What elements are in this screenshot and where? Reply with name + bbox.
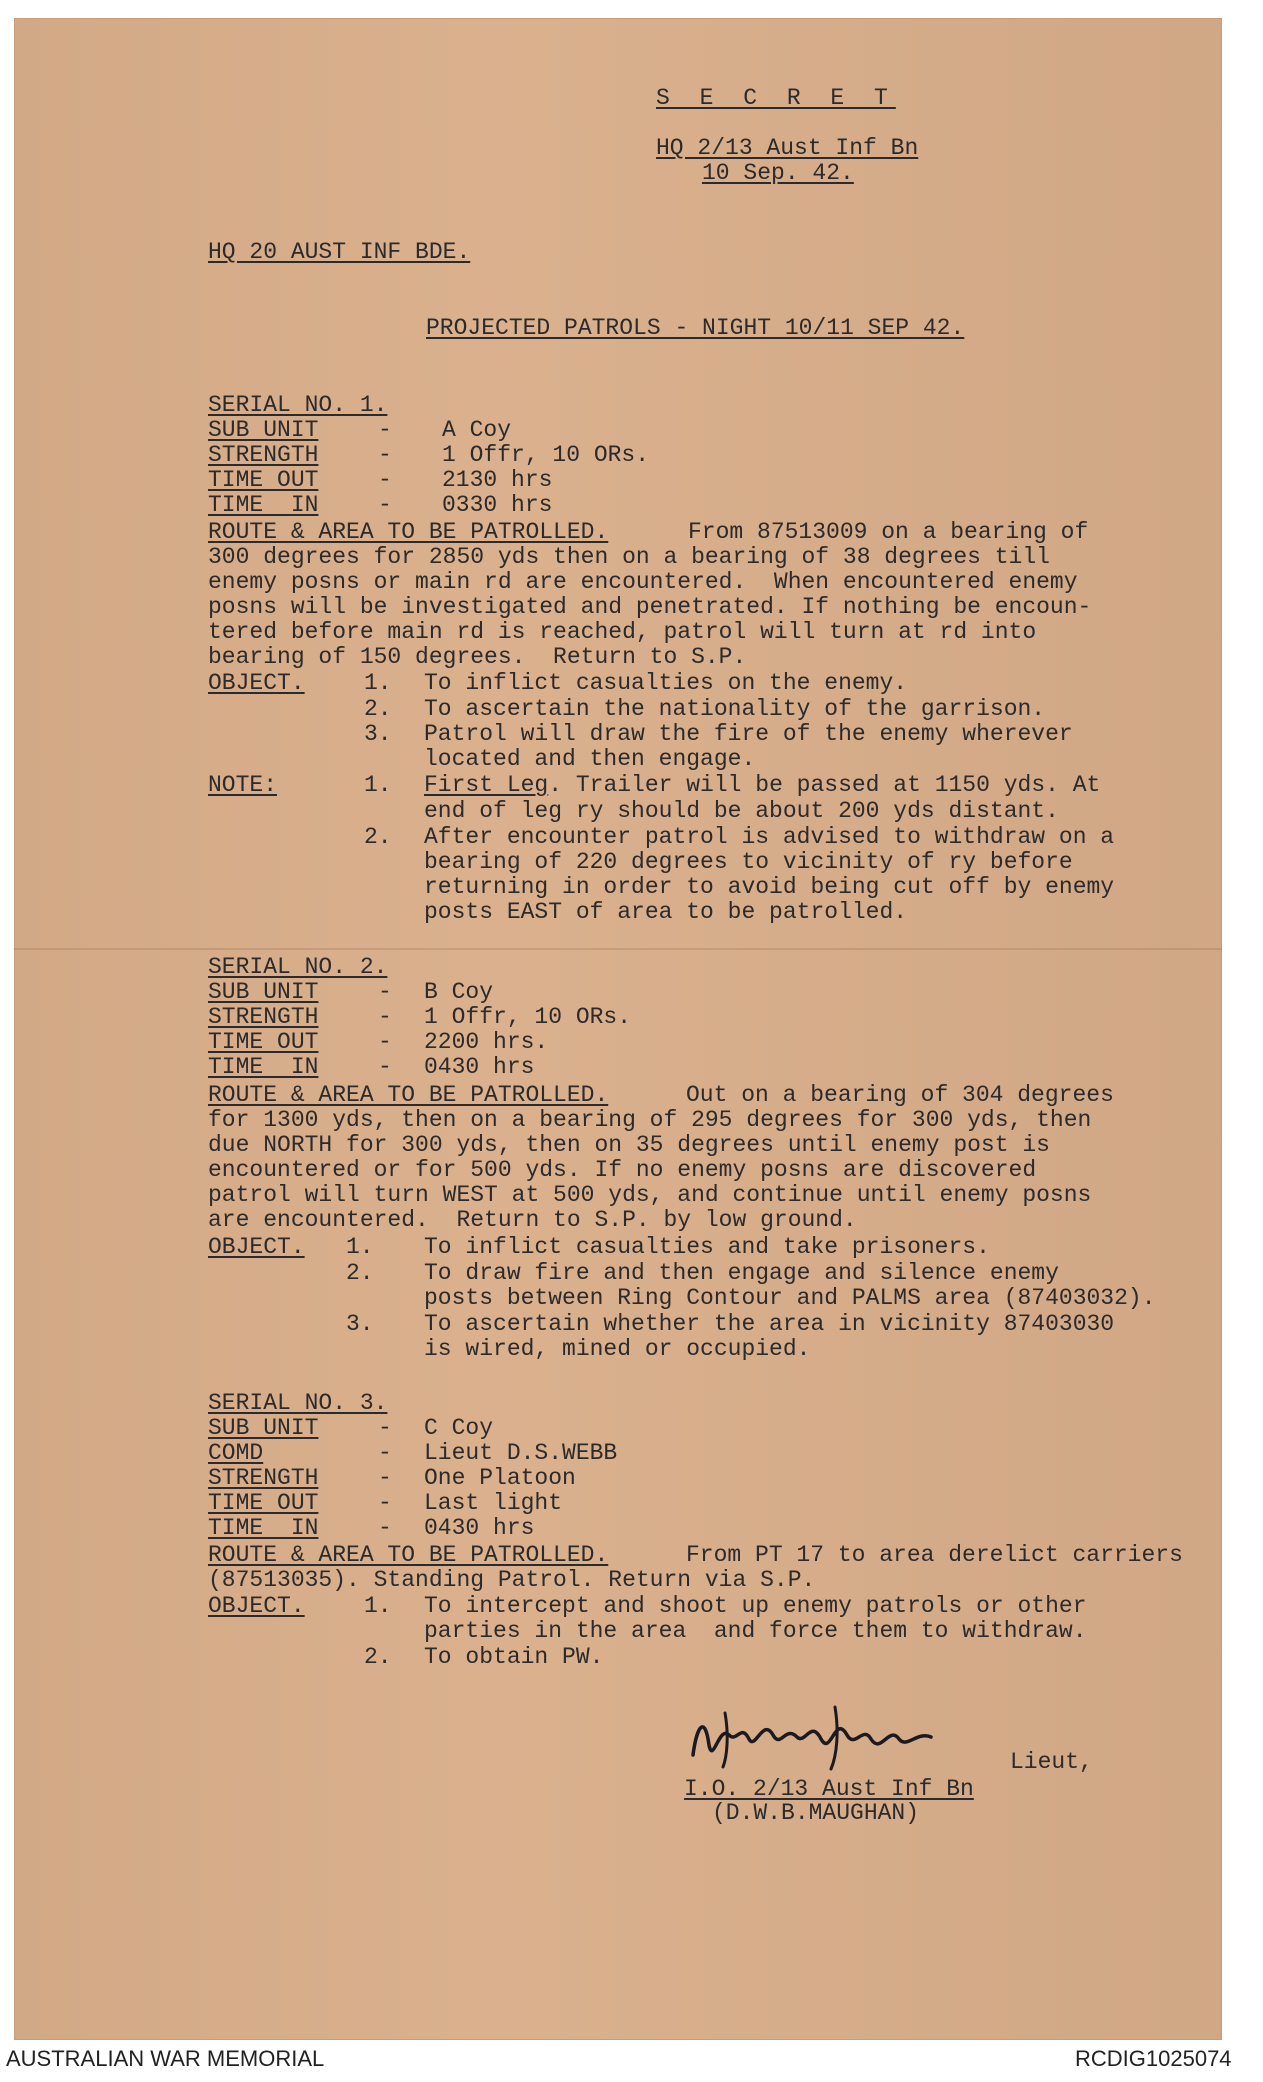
field-dash: - [378,979,392,1005]
field-dash: - [378,1004,392,1030]
fold-line [14,948,1222,950]
note-label: NOTE: [208,772,278,798]
signatory-appointment: I.O. 2/13 Aust Inf Bn [684,1776,974,1802]
archive-reference: RCDIG1025074 [1075,2046,1232,2071]
note-text: returning in order to avoid being cut off by enemy [424,874,1115,900]
route-text: From 87513009 on a bearing of [688,519,1089,545]
route-label: ROUTE & AREA TO BE PATROLLED. [208,519,609,545]
object-text: To intercept and shoot up enemy patrols or other [424,1593,1087,1619]
object-number: 3. [364,721,392,747]
field-value: One Platoon [424,1465,576,1491]
route-text: encountered or for 500 yds. If no enemy posns are discovered [208,1157,1037,1183]
classification-marking: S E C R E T [656,85,896,111]
note-text: posts EAST of area to be patrolled. [424,899,908,925]
field-value: A Coy [442,417,512,443]
field-dash: - [378,1515,392,1541]
route-text: (87513035). Standing Patrol. Return via S.P. [208,1567,816,1593]
field-dash: - [378,442,392,468]
object-text: is wired, mined or occupied. [424,1336,811,1362]
serial-heading: SERIAL NO. 1. [208,392,388,418]
object-text: To ascertain whether the area in vicinity 87403030 [424,1311,1115,1337]
field-label: TIME IN [208,492,319,518]
field-value: Last light [424,1490,563,1516]
field-dash: - [378,1465,392,1491]
field-label: SUB UNIT [208,417,319,443]
field-label: SUB UNIT [208,1415,319,1441]
note-text [424,773,1100,798]
addressee: HQ 20 AUST INF BDE. [208,239,471,265]
object-number: 2. [364,1644,392,1670]
serial-heading: SERIAL NO. 3. [208,1390,388,1416]
document-date: 10 Sep. 42. [702,160,854,186]
note-text: After encounter patrol is advised to withdraw on a [424,824,1115,850]
field-label: TIME OUT [208,1029,319,1055]
field-dash: - [378,1054,392,1080]
signatory-rank: Lieut, [1010,1749,1093,1775]
object-number: 2. [364,696,392,722]
route-text: Out on a bearing of 304 degrees [686,1082,1114,1108]
route-text: 300 degrees for 2850 yds then on a bearing of 38 degrees till [208,544,1050,570]
object-text: posts between Ring Contour and PALMS area (87403032). [424,1285,1156,1311]
field-label: STRENGTH [208,1004,319,1030]
note-lead: First Leg [424,772,549,798]
field-dash: - [378,1440,392,1466]
object-number: 1. [364,670,392,696]
object-text: To obtain PW. [424,1644,604,1670]
note-rest: . Trailer will be passed at 1150 yds. At [548,772,1101,798]
object-label: OBJECT. [208,670,305,696]
field-value: Lieut D.S.WEBB [424,1440,618,1466]
route-text: for 1300 yds, then on a bearing of 295 degrees for 300 yds, then [208,1107,1092,1133]
route-label: ROUTE & AREA TO BE PATROLLED. [208,1082,609,1108]
field-label: STRENGTH [208,442,319,468]
object-text: To draw fire and then engage and silence enemy [424,1260,1059,1286]
object-label: OBJECT. [208,1234,305,1260]
object-text: To inflict casualties and take prisoners. [424,1234,990,1260]
object-number: 3. [346,1311,374,1337]
field-label: TIME OUT [208,467,319,493]
handwritten-signature-icon [685,1695,985,1775]
note-text: bearing of 220 degrees to vicinity of ry before [424,849,1073,875]
route-text: enemy posns or main rd are encountered. When encountered enemy [208,569,1078,595]
object-text: located and then engage. [424,746,756,772]
field-dash: - [378,417,392,443]
field-value: 0330 hrs [442,492,553,518]
field-value: 0430 hrs [424,1515,535,1541]
route-text: tered before main rd is reached, patrol will turn at rd into [208,619,1037,645]
field-label: STRENGTH [208,1465,319,1491]
object-number: 1. [364,1593,392,1619]
object-text: parties in the area and force them to withdraw. [424,1618,1087,1644]
route-text: posns will be investigated and penetrated. If nothing be encoun- [208,594,1092,620]
field-value: 2130 hrs [442,467,553,493]
route-label: ROUTE & AREA TO BE PATROLLED. [208,1542,609,1568]
document-title: PROJECTED PATROLS - NIGHT 10/11 SEP 42. [426,315,965,341]
sender-unit: HQ 2/13 Aust Inf Bn [656,135,919,161]
field-label: TIME IN [208,1054,319,1080]
field-dash: - [378,1490,392,1516]
route-text: due NORTH for 300 yds, then on 35 degrees until enemy post is [208,1132,1050,1158]
signatory-name: (D.W.B.MAUGHAN) [712,1800,920,1826]
field-value: C Coy [424,1415,494,1441]
route-text: bearing of 150 degrees. Return to S.P. [208,644,747,670]
note-text: end of leg ry should be about 200 yds distant. [424,798,1059,824]
object-label: OBJECT. [208,1593,305,1619]
object-number: 2. [346,1260,374,1286]
field-dash: - [378,492,392,518]
object-text: Patrol will draw the fire of the enemy wherever [424,721,1073,747]
field-dash: - [378,1415,392,1441]
object-text: To ascertain the nationality of the garrison. [424,696,1046,722]
field-dash: - [378,467,392,493]
archive-credit: AUSTRALIAN WAR MEMORIAL [6,2046,325,2071]
field-label: SUB UNIT [208,979,319,1005]
field-value: B Coy [424,979,494,1005]
field-value: 0430 hrs [424,1054,535,1080]
note-number: 1. [364,772,392,798]
serial-heading: SERIAL NO. 2. [208,954,388,980]
note-number: 2. [364,824,392,850]
route-text: are encountered. Return to S.P. by low ground. [208,1207,857,1233]
object-number: 1. [346,1234,374,1260]
field-label: TIME IN [208,1515,319,1541]
field-value: 1 Offr, 10 ORs. [424,1004,632,1030]
field-label: COMD [208,1440,264,1466]
field-label: TIME OUT [208,1490,319,1516]
route-text: From PT 17 to area derelict carriers [686,1542,1183,1568]
field-value: 2200 hrs. [424,1029,549,1055]
route-text: patrol will turn WEST at 500 yds, and continue until enemy posns [208,1182,1092,1208]
object-text: To inflict casualties on the enemy. [424,670,908,696]
field-value: 1 Offr, 10 ORs. [442,442,650,468]
field-dash: - [378,1029,392,1055]
